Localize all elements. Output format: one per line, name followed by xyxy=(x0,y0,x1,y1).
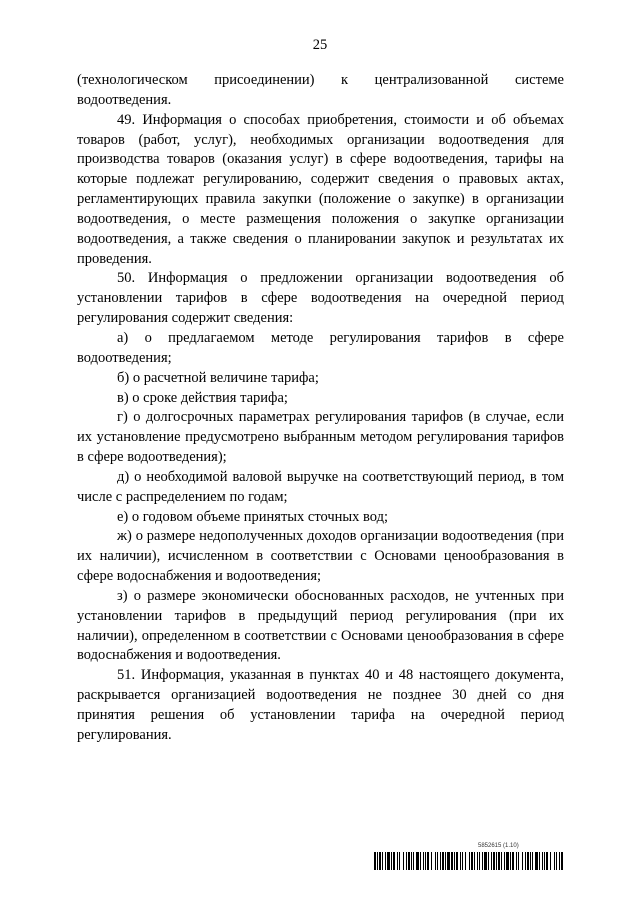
paragraph-50-item-e: е) о годовом объеме принятых сточных вод; xyxy=(117,508,389,525)
barcode xyxy=(374,852,564,870)
paragraph-51: 51. Информация, указанная в пунктах 40 и 48 настоящего документа, раскрывается организацией водоотведения не позднее 30 дней со дня принятия решения об установлении тарифа на очередной период регулирования. xyxy=(77,667,564,743)
paragraph-50-item-g: г) о долгосрочных параметрах регулирования тарифов (в случае, если их установление предусмотрено выбранным методом регулирования тарифов в сфере водоотведения); xyxy=(77,409,564,466)
document-body xyxy=(77,71,564,746)
paragraph-50-item-d: д) о необходимой валовой выручке на соответствующий период, в том числе с распределением по годам; xyxy=(77,468,564,505)
document-code: 5852615 (1.10) xyxy=(478,843,519,849)
paragraph-49: 49. Информация о способах приобретения, стоимости и об объемах товаров (работ, услуг), необходимых организации водоотведения для производства товаров (оказания услуг) в сфере водоотведения, тарифы на которые подлежат регулированию, содержит сведения о правовых актах, регламентирующих правила закупки (положение о закупке) в организации водоотведения, о месте размещения положения о закупке организации водоотведения, а также сведения о планировании закупок и результатах их проведения. xyxy=(77,111,564,267)
paragraph-50-item-v: в) о сроке действия тарифа; xyxy=(117,389,288,406)
paragraph-50: 50. Информация о предложении организации водоотведения об установлении тарифов в сфере водоотведения на очередной период регулирования содержит сведения: xyxy=(77,270,564,327)
paragraph-50-item-b: б) о расчетной величине тарифа; xyxy=(117,369,319,386)
paragraph-50-item-zh: ж) о размере недополученных доходов организации водоотведения (при их наличии), исчисленном в соответствии с Основами ценообразования в сфере водоснабжения и водоотведения; xyxy=(77,528,564,585)
paragraph-continuation: (технологическом присоединении) к централизованной системе водоотведения. xyxy=(77,72,564,108)
page-number: 25 xyxy=(312,37,328,53)
paragraph-50-item-z: з) о размере экономически обоснованных расходов, не учтенных при установлении тарифов в предыдущий период регулирования (при их наличии), определенном в соответствии с Основами ценообразования в сфере водоснабжения и водоотведения. xyxy=(77,587,564,664)
paragraph-50-item-a: а) о предлагаемом методе регулирования тарифов в сфере водоотведения; xyxy=(77,329,564,366)
